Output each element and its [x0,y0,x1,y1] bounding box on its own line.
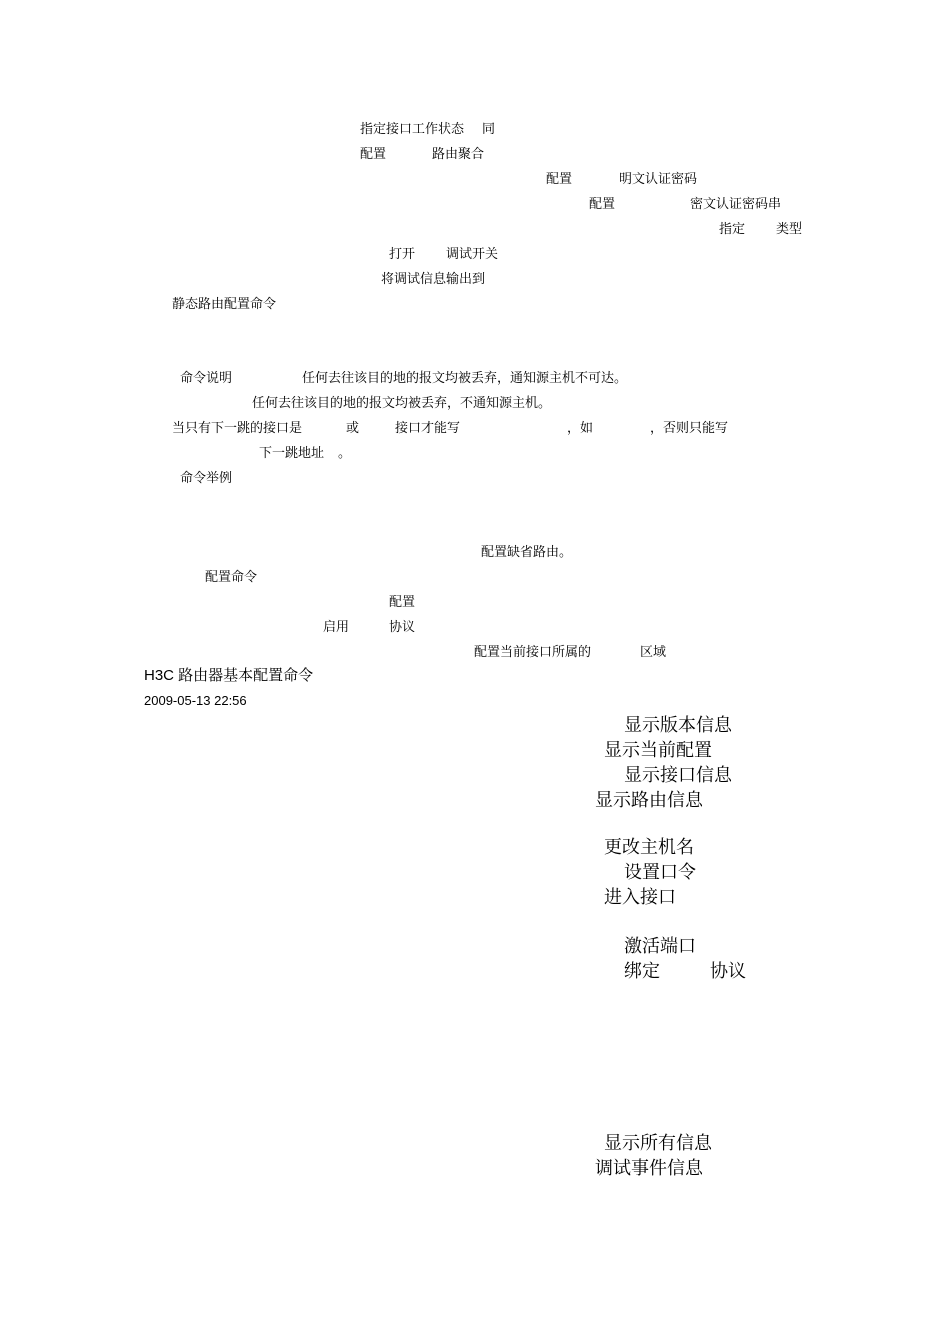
item-bind: 绑定 [624,961,660,982]
text-route-aggregation: 路由聚合 [432,147,485,162]
item-activate-port: 激活端口 [624,936,696,957]
item-debug-event-info: 调试事件信息 [595,1158,703,1179]
text-open: 打开 [389,247,416,262]
text-debug-switch: 调试开关 [446,247,499,262]
item-enter-interface: 进入接口 [604,887,676,908]
item-show-current-config: 显示当前配置 [604,740,712,761]
text-area: 区域 [640,645,667,660]
text-specify: 指定 [719,222,746,237]
label-config-command: 配置命令 [205,570,258,585]
text-or: 或 [346,421,360,436]
text-otherwise-only: ，否则只能写 [650,421,729,436]
text-configure-current-interface-area: 配置当前接口所属的 [474,645,592,660]
text-configure-3: 配置 [589,197,616,212]
text-interface-can-write: 接口才能写 [395,421,461,436]
item-set-password: 设置口令 [624,862,696,883]
text-configure-default-route: 配置缺省路由。 [481,545,573,560]
text-next-hop-address: 下一跳地址 [259,446,325,461]
item-show-route: 显示路由信息 [595,790,703,811]
document-timestamp: 2009-05-13 22:56 [144,693,247,708]
text-such-as: ，如 [567,421,594,436]
text-configure-4: 配置 [389,595,416,610]
text-type: 类型 [776,222,803,237]
item-show-all-info: 显示所有信息 [604,1133,712,1154]
text-configure-2: 配置 [546,172,573,187]
text-interface-state: 指定接口工作状态 [360,122,465,137]
item-show-interface: 显示接口信息 [624,765,732,786]
text-enable: 启用 [323,620,350,635]
document-title: H3C 路由器基本配置命令 [144,667,314,684]
text-same: 同 [482,122,496,137]
text-period: 。 [338,446,352,461]
item-change-hostname: 更改主机名 [604,837,694,858]
heading-static-route: 静态路由配置命令 [172,297,277,312]
text-protocol-1: 协议 [389,620,416,635]
text-debug-output-to: 将调试信息输出到 [381,272,486,287]
item-show-version: 显示版本信息 [624,715,732,736]
text-only-when-next-hop: 当只有下一跳的接口是 [172,421,303,436]
text-configure-1: 配置 [360,147,387,162]
text-plain-auth-password: 明文认证密码 [619,172,698,187]
text-discard-no-notify: 任何去往该目的地的报文均被丢弃，不通知源主机。 [252,396,552,411]
label-command-description: 命令说明 [180,371,233,386]
label-command-example: 命令举例 [180,471,233,486]
text-cipher-auth-password: 密文认证密码串 [690,197,782,212]
item-protocol: 协议 [710,961,746,982]
text-discard-notify: 任何去往该目的地的报文均被丢弃，通知源主机不可达。 [302,371,628,386]
